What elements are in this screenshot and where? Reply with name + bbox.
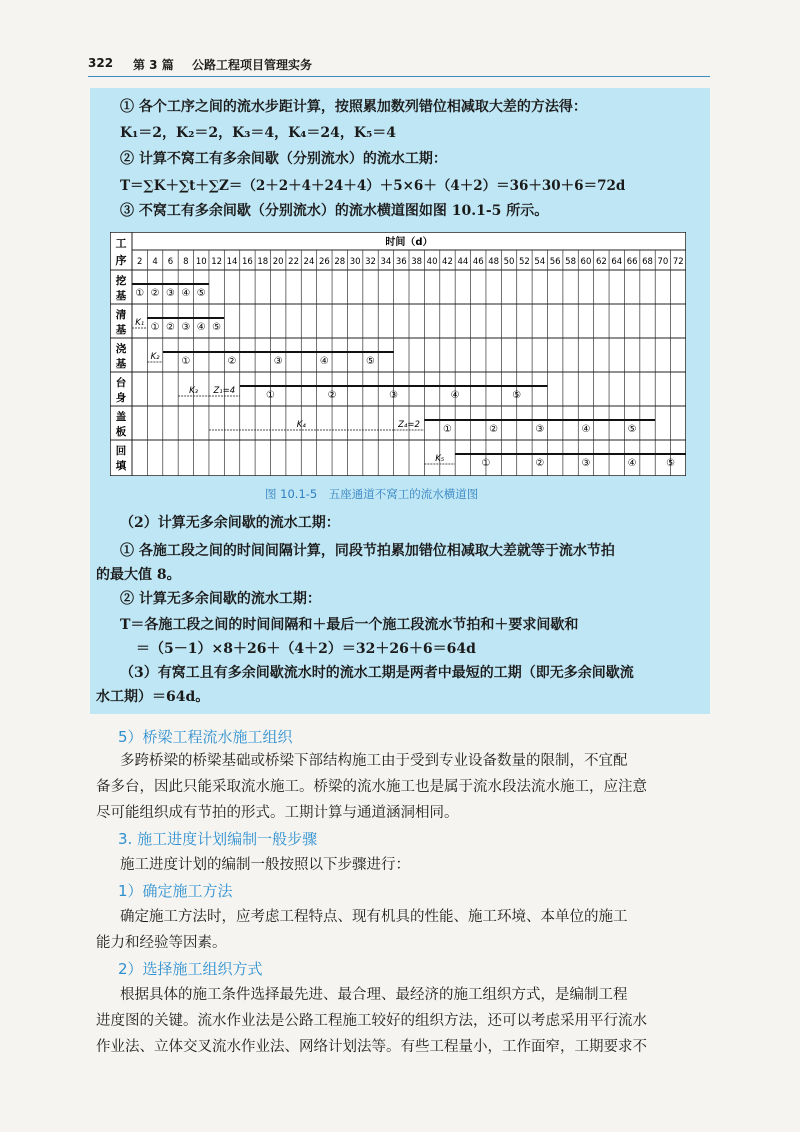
page-number: 322 (88, 56, 114, 70)
tick-label: 72 (672, 257, 684, 267)
paragraph-line: 尽可能组织成有节拍的形式。工期计算与通道涵洞相同。 (96, 805, 459, 821)
tick-label: 26 (318, 257, 330, 267)
bar-label: ② (150, 288, 160, 299)
tick-label: 52 (519, 257, 530, 267)
task-name-char: 挖 (115, 275, 127, 287)
bar-label: ⑤ (512, 390, 522, 401)
bar-label: ④ (581, 424, 591, 435)
tick-label: 2 (136, 257, 143, 267)
heading-method: 1）确定施工方法 (118, 882, 233, 900)
tick-label: 4 (152, 257, 158, 267)
bar-label: ⑤ (666, 458, 676, 469)
bar-label: ① (150, 322, 160, 333)
tick-label: 28 (334, 257, 346, 267)
bar-label: ② (535, 458, 545, 469)
box-after-line-6: ＝（5－1）×8＋26＋（4＋2）＝32＋26＋6＝64d (136, 641, 476, 657)
bar-label: ③ (273, 356, 283, 367)
bar-label: ③ (165, 288, 175, 299)
bar-label: ④ (181, 288, 191, 299)
paragraph-line: 备多台，因此只能采取流水施工。桥梁的流水施工也是属于流水段法流水施工，应注意 (96, 779, 647, 795)
tick-label: 44 (457, 257, 469, 267)
tick-label: 46 (472, 257, 484, 267)
box-line-1: ① 各个工序之间的流水步距计算，按照累加数列错位相减取大差的方法得： (120, 99, 587, 115)
tick-label: 54 (534, 257, 546, 267)
tick-label: 8 (183, 257, 189, 267)
tick-label: 62 (595, 257, 607, 267)
tick-label: 56 (549, 257, 561, 267)
bar-label: ② (327, 390, 337, 401)
tick-label: 38 (411, 257, 423, 267)
tick-label: 66 (626, 257, 638, 267)
tick-label: 16 (242, 257, 253, 267)
bar-label: ① (266, 390, 275, 401)
bar-label: ① (135, 288, 145, 299)
tick-label: 18 (257, 257, 269, 267)
interval-label: Z₁=4 (213, 386, 236, 396)
page-header (88, 56, 708, 78)
interval-label: K₁ (135, 318, 145, 328)
interval-label: K₄ (296, 420, 306, 430)
bar-label: ① (442, 424, 452, 435)
bar-label: ④ (627, 458, 637, 469)
task-name-char: 基 (115, 290, 127, 302)
tick-label: 70 (657, 257, 669, 267)
box-after-line-1: （2）计算无多余间歇的流水工期： (120, 515, 340, 531)
tick-label: 36 (395, 257, 407, 267)
task-name-char: 清 (115, 309, 127, 321)
bar-label: ④ (319, 356, 329, 367)
tick-label: 40 (426, 257, 438, 267)
bar-label: ③ (181, 322, 191, 333)
paragraph-line: 进度图的关键。流水作业法是公路工程施工较好的组织方法，还可以考虑采用平行流水 (96, 1013, 647, 1029)
chart-frame (110, 232, 686, 476)
bar-label: ② (489, 424, 499, 435)
time-header: 时间（d） (385, 237, 433, 248)
bar-label: ⑤ (196, 288, 206, 299)
task-name-char: 基 (115, 358, 127, 370)
interval-label: Z₄=2 (398, 420, 420, 430)
tick-label: 68 (642, 257, 653, 267)
paragraph-line: 根据具体的施工条件选择最先进、最合理、最经济的施工组织方式，是编制工程 (120, 987, 628, 1003)
task-name-char: 盖 (115, 411, 127, 423)
part-label: 第 3 篇 (133, 58, 174, 72)
tick-label: 50 (503, 257, 515, 267)
tick-label: 22 (288, 257, 299, 267)
interval-label: K₃ (189, 386, 199, 396)
task-name-char: 基 (115, 324, 127, 336)
tick-label: 12 (211, 257, 223, 267)
paragraph-line: 作业法、立体交叉流水作业法、网络计划法等。有些工程量小，工作面窄，工期要求不 (96, 1039, 647, 1055)
bar-label: ⑤ (627, 424, 637, 435)
header-rule (88, 76, 710, 77)
paragraph-line: 多跨桥梁的桥梁基础或桥梁下部结构施工由于受到专业设备数量的限制，不宜配 (120, 753, 628, 769)
tick-label: 6 (167, 257, 174, 267)
bar-label: ③ (389, 390, 399, 401)
tick-label: 32 (365, 257, 376, 267)
tick-label: 10 (195, 257, 207, 267)
tick-label: 24 (303, 257, 315, 267)
flow-schedule-chart (110, 232, 686, 476)
task-name-char: 填 (115, 460, 127, 472)
bar-label: ① (181, 356, 191, 367)
task-name-char: 板 (115, 426, 127, 438)
bar-label: ⑤ (366, 356, 376, 367)
tick-label: 60 (580, 257, 592, 267)
row-header-char: 序 (115, 254, 127, 267)
heading-schedule-steps: 3. 施工进度计划编制一般步骤 (118, 830, 318, 848)
interval-label: K₅ (435, 454, 445, 464)
box-line-5: ③ 不窝工有多余间歇（分别流水）的流水横道图如图 10.1-5 所示。 (120, 203, 549, 219)
paragraph-line: 确定施工方法时，应考虑工程特点、现有机具的性能、施工环境、本单位的施工 (120, 909, 628, 925)
task-name-char: 身 (115, 392, 127, 404)
bar-label: ② (165, 322, 175, 333)
tick-label: 30 (349, 257, 361, 267)
heading-bridge-flow: 5）桥梁工程流水施工组织 (118, 728, 293, 746)
tick-label: 34 (380, 257, 392, 267)
figure-caption: 图 10.1-5 五座通道不窝工的流水横道图 (265, 487, 479, 501)
interval-label: K₂ (150, 352, 160, 362)
bar-label: ③ (535, 424, 545, 435)
tick-label: 48 (488, 257, 500, 267)
box-after-line-5: T＝各施工段之间的时间间隔和＋最后一个施工段流水节拍和＋要求间歇和 (120, 617, 579, 633)
bar-label: ④ (450, 390, 460, 401)
tick-label: 20 (272, 257, 284, 267)
box-after-line-2: ① 各施工段之间的时间间隔计算，同段节拍累加错位相减取大差就等于流水节拍 (120, 543, 615, 559)
row-header-char: 工 (115, 237, 127, 250)
tick-label: 42 (442, 257, 453, 267)
bar-label: ② (227, 356, 237, 367)
task-name-char: 浇 (115, 343, 127, 355)
box-line-4: T＝∑K＋∑t＋∑Z＝（2＋2＋4＋24＋4）＋5×6＋（4＋2）＝36＋30＋6＝72d (120, 178, 626, 194)
bar-label: ⑤ (212, 322, 222, 333)
paragraph-line: 施工进度计划的编制一般按照以下步骤进行： (120, 857, 410, 873)
task-name-char: 回 (115, 445, 127, 457)
tick-label: 14 (226, 257, 238, 267)
box-after-line-7: （3）有窝工且有多余间歇流水时的流水工期是两者中最短的工期（即无多余间歇流 (120, 665, 634, 681)
task-name-char: 台 (115, 377, 127, 389)
tick-label: 58 (565, 257, 576, 267)
bar-label: ③ (581, 458, 591, 469)
bar-label: ④ (196, 322, 206, 333)
box-line-2: K₁＝2，K₂＝2，K₃＝4，K₄＝24，K₅＝4 (120, 125, 396, 141)
running-title: 公路工程项目管理实务 (192, 58, 313, 72)
tick-label: 64 (611, 257, 623, 267)
heading-organization: 2）选择施工组织方式 (118, 960, 263, 978)
bar-label: ① (481, 458, 491, 469)
box-after-line-3: 的最大值 8。 (96, 567, 181, 583)
box-after-line-8: 水工期）＝64d。 (96, 689, 210, 705)
paragraph-line: 能力和经验等因素。 (96, 935, 227, 951)
box-line-3: ② 计算不窝工有多余间歇（分别流水）的流水工期： (120, 151, 447, 167)
box-after-line-4: ② 计算无多余间歇的流水工期： (120, 591, 321, 607)
